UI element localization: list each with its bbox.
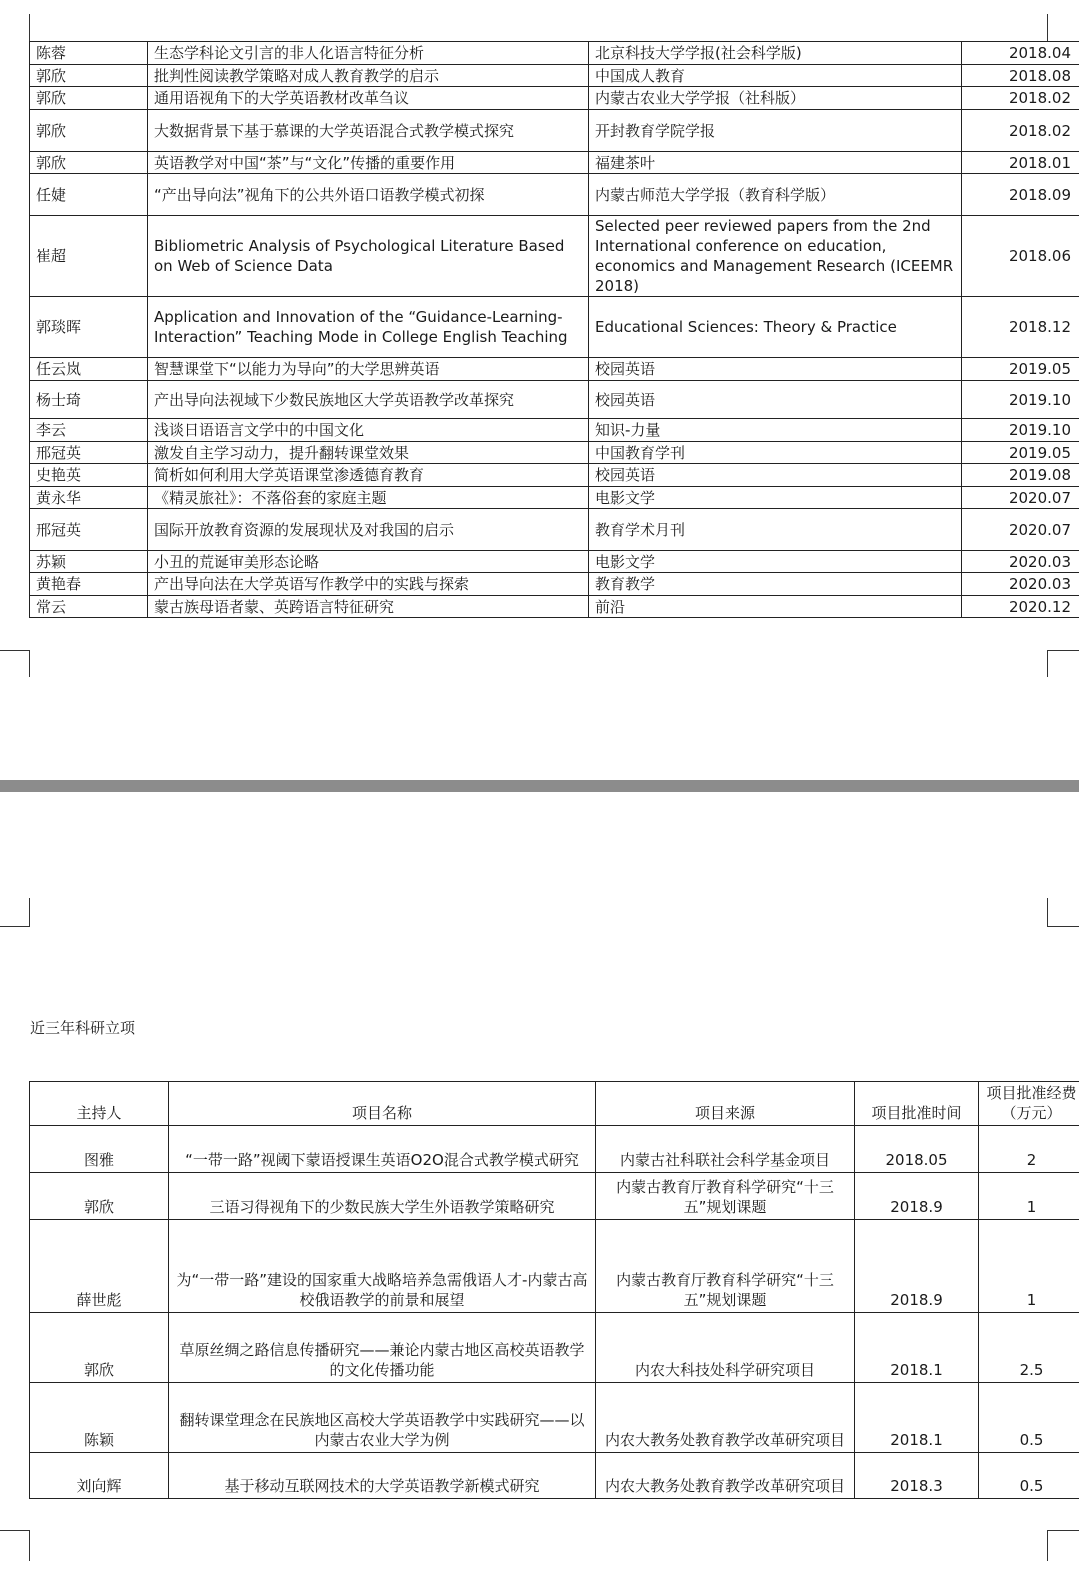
- host-cell: 薛世彪: [30, 1220, 169, 1313]
- title-cell: 激发自主学习动力，提升翻转课堂效果: [148, 442, 589, 464]
- date-cell: 2019.10: [962, 419, 1079, 442]
- table-row: [30, 419, 1079, 442]
- journal-cell: 知识-力量: [589, 419, 962, 442]
- header-funding-line2: （万元）: [1001, 1104, 1062, 1122]
- author-cell: 黄永华: [30, 487, 148, 509]
- journal-cell: 前沿: [589, 596, 962, 618]
- table-row: [30, 1126, 1079, 1173]
- table-row: [30, 509, 1079, 551]
- source-cell: 内蒙古教育厅教育科学研究“十三五”规划课题: [596, 1220, 855, 1313]
- author-cell: 常云: [30, 596, 148, 618]
- table-row: [30, 442, 1079, 464]
- crop-mark-top-left: [29, 14, 30, 42]
- author-cell: 郭欣: [30, 152, 148, 174]
- header-time: 项目批准时间: [855, 1082, 979, 1126]
- date-cell: 2019.05: [962, 442, 1079, 464]
- title-cell: “产出导向法”视角下的公共外语口语教学模式初探: [148, 174, 589, 216]
- title-cell: 英语教学对中国“茶”与“文化”传播的重要作用: [148, 152, 589, 174]
- table-row: [30, 464, 1079, 487]
- table-row: [30, 42, 1079, 65]
- title-cell: 产出导向法视域下少数民族地区大学英语教学改革探究: [148, 381, 589, 419]
- time-cell: 2018.1: [855, 1313, 979, 1383]
- title-cell: 国际开放教育资源的发展现状及对我国的启示: [148, 509, 589, 551]
- author-cell: 郭欣: [30, 87, 148, 110]
- journal-cell: 教育学术月刊: [589, 509, 962, 551]
- table-row: [30, 358, 1079, 381]
- table-row: [30, 1383, 1079, 1453]
- time-cell: 2018.9: [855, 1220, 979, 1313]
- table-row: [30, 297, 1079, 358]
- table-row: [30, 65, 1079, 87]
- date-cell: 2018.02: [962, 87, 1079, 110]
- time-cell: 2018.05: [855, 1126, 979, 1173]
- funding-cell: 1: [979, 1173, 1079, 1220]
- projects-table: [29, 1081, 1079, 1499]
- date-cell: 2018.09: [962, 174, 1079, 216]
- journal-cell: 校园英语: [589, 464, 962, 487]
- journal-cell: 电影文学: [589, 487, 962, 509]
- author-cell: 邢冠英: [30, 509, 148, 551]
- source-cell: 内农大科技处科学研究项目: [596, 1313, 855, 1383]
- table-row: [30, 1313, 1079, 1383]
- time-cell: 2018.3: [855, 1453, 979, 1499]
- table-row: [30, 1173, 1079, 1220]
- crop-mark-top-right: [1047, 14, 1048, 42]
- journal-cell: Selected peer reviewed papers from the 2nd International conference on education, economics and Management Research (ICEEMR 2018): [589, 216, 962, 297]
- title-cell: 大数据背景下基于慕课的大学英语混合式教学模式探究: [148, 110, 589, 152]
- host-cell: 陈颖: [30, 1383, 169, 1453]
- name-cell: “一带一路”视阈下蒙语授课生英语O2O混合式教学模式研究: [169, 1126, 596, 1173]
- title-cell: 简析如何利用大学英语课堂渗透德育教育: [148, 464, 589, 487]
- author-cell: 郭琰晖: [30, 297, 148, 358]
- journal-cell: 内蒙古师范大学学报（教育科学版）: [589, 174, 962, 216]
- name-cell: 基于移动互联网技术的大学英语教学新模式研究: [169, 1453, 596, 1499]
- journal-cell: 北京科技大学学报(社会科学版): [589, 42, 962, 65]
- section-title: 近三年科研立项: [30, 1019, 136, 1037]
- crop-mark-bottom-left: [0, 1530, 30, 1561]
- name-cell: 三语习得视角下的少数民族大学生外语教学策略研究: [169, 1173, 596, 1220]
- journal-cell: 内蒙古农业大学学报（社科版）: [589, 87, 962, 110]
- date-cell: 2020.03: [962, 551, 1079, 573]
- journal-cell: 福建茶叶: [589, 152, 962, 174]
- author-cell: 任云岚: [30, 358, 148, 381]
- table-row: [30, 110, 1079, 152]
- table-row: [30, 152, 1079, 174]
- table-row: [30, 87, 1079, 110]
- journal-cell: 开封教育学院学报: [589, 110, 962, 152]
- table-row: [30, 596, 1079, 618]
- date-cell: 2019.10: [962, 381, 1079, 419]
- date-cell: 2018.02: [962, 110, 1079, 152]
- header-funding-line1: 项目批准经费: [986, 1084, 1077, 1102]
- source-cell: 内蒙古社科联社会科学基金项目: [596, 1126, 855, 1173]
- crop-mark-top-left: [0, 898, 30, 927]
- title-cell: 通用语视角下的大学英语教材改革刍议: [148, 87, 589, 110]
- crop-mark-top-right: [1047, 898, 1079, 927]
- crop-mark-bottom-right: [1047, 650, 1079, 677]
- date-cell: 2018.04: [962, 42, 1079, 65]
- page-separator: [0, 780, 1079, 792]
- source-cell: 内农大教务处教育教学改革研究项目: [596, 1383, 855, 1453]
- author-cell: 杨士琦: [30, 381, 148, 419]
- journal-cell: Educational Sciences: Theory & Practice: [589, 297, 962, 358]
- name-cell: 为“一带一路”建设的国家重大战略培养急需俄语人才-内蒙古高校俄语教学的前景和展望: [169, 1220, 596, 1313]
- title-cell: 小丑的荒诞审美形态论略: [148, 551, 589, 573]
- title-cell: 批判性阅读教学策略对成人教育教学的启示: [148, 65, 589, 87]
- header-source: 项目来源: [596, 1082, 855, 1126]
- author-cell: 崔超: [30, 216, 148, 297]
- table-row: [30, 1220, 1079, 1313]
- crop-mark-bottom-right: [1047, 1530, 1079, 1561]
- date-cell: 2018.01: [962, 152, 1079, 174]
- document-page-top: [0, 0, 1079, 780]
- author-cell: 陈蓉: [30, 42, 148, 65]
- host-cell: 刘向辉: [30, 1453, 169, 1499]
- table-row: [30, 487, 1079, 509]
- header-name: 项目名称: [169, 1082, 596, 1126]
- papers-table: [29, 41, 1079, 618]
- journal-cell: 校园英语: [589, 358, 962, 381]
- date-cell: 2018.08: [962, 65, 1079, 87]
- header-host: 主持人: [30, 1082, 169, 1126]
- time-cell: 2018.1: [855, 1383, 979, 1453]
- funding-cell: 2: [979, 1126, 1079, 1173]
- date-cell: 2020.07: [962, 509, 1079, 551]
- title-cell: Bibliometric Analysis of Psychological Literature Based on Web of Science Data: [148, 216, 589, 297]
- author-cell: 史艳英: [30, 464, 148, 487]
- table-row: [30, 174, 1079, 216]
- author-cell: 李云: [30, 419, 148, 442]
- title-cell: Application and Innovation of the “Guidance-Learning-Interaction” Teaching Mode in College English Teaching: [148, 297, 589, 358]
- journal-cell: 中国成人教育: [589, 65, 962, 87]
- date-cell: 2019.08: [962, 464, 1079, 487]
- journal-cell: 教育教学: [589, 573, 962, 596]
- author-cell: 郭欣: [30, 110, 148, 152]
- header-funding: [979, 1082, 1079, 1126]
- table-row: [30, 573, 1079, 596]
- title-cell: 生态学科论文引言的非人化语言特征分析: [148, 42, 589, 65]
- table-row: [30, 381, 1079, 419]
- name-cell: 翻转课堂理念在民族地区高校大学英语教学中实践研究——以内蒙古农业大学为例: [169, 1383, 596, 1453]
- author-cell: 郭欣: [30, 65, 148, 87]
- table-row: [30, 1453, 1079, 1499]
- title-cell: 浅谈日语语言文学中的中国文化: [148, 419, 589, 442]
- date-cell: 2020.03: [962, 573, 1079, 596]
- funding-cell: 0.5: [979, 1453, 1079, 1499]
- funding-cell: 1: [979, 1220, 1079, 1313]
- journal-cell: 中国教育学刊: [589, 442, 962, 464]
- host-cell: 图雅: [30, 1126, 169, 1173]
- source-cell: 内蒙古教育厅教育科学研究“十三五”规划课题: [596, 1173, 855, 1220]
- crop-mark-bottom-left: [0, 650, 30, 677]
- table-row: [30, 551, 1079, 573]
- source-cell: 内农大教务处教育教学改革研究项目: [596, 1453, 855, 1499]
- date-cell: 2020.07: [962, 487, 1079, 509]
- funding-cell: 0.5: [979, 1383, 1079, 1453]
- date-cell: 2020.12: [962, 596, 1079, 618]
- author-cell: 黄艳春: [30, 573, 148, 596]
- host-cell: 郭欣: [30, 1313, 169, 1383]
- time-cell: 2018.9: [855, 1173, 979, 1220]
- table-row: [30, 216, 1079, 297]
- date-cell: 2018.12: [962, 297, 1079, 358]
- journal-cell: 电影文学: [589, 551, 962, 573]
- author-cell: 苏颖: [30, 551, 148, 573]
- title-cell: 蒙古族母语者蒙、英跨语言特征研究: [148, 596, 589, 618]
- host-cell: 郭欣: [30, 1173, 169, 1220]
- title-cell: 《精灵旅社》：不落俗套的家庭主题: [148, 487, 589, 509]
- journal-cell: 校园英语: [589, 381, 962, 419]
- author-cell: 邢冠英: [30, 442, 148, 464]
- title-cell: 产出导向法在大学英语写作教学中的实践与探索: [148, 573, 589, 596]
- table-header-row: [30, 1082, 1079, 1126]
- date-cell: 2019.05: [962, 358, 1079, 381]
- author-cell: 任婕: [30, 174, 148, 216]
- funding-cell: 2.5: [979, 1313, 1079, 1383]
- date-cell: 2018.06: [962, 216, 1079, 297]
- name-cell: 草原丝绸之路信息传播研究——兼论内蒙古地区高校英语教学的文化传播功能: [169, 1313, 596, 1383]
- title-cell: 智慧课堂下“以能力为导向”的大学思辨英语: [148, 358, 589, 381]
